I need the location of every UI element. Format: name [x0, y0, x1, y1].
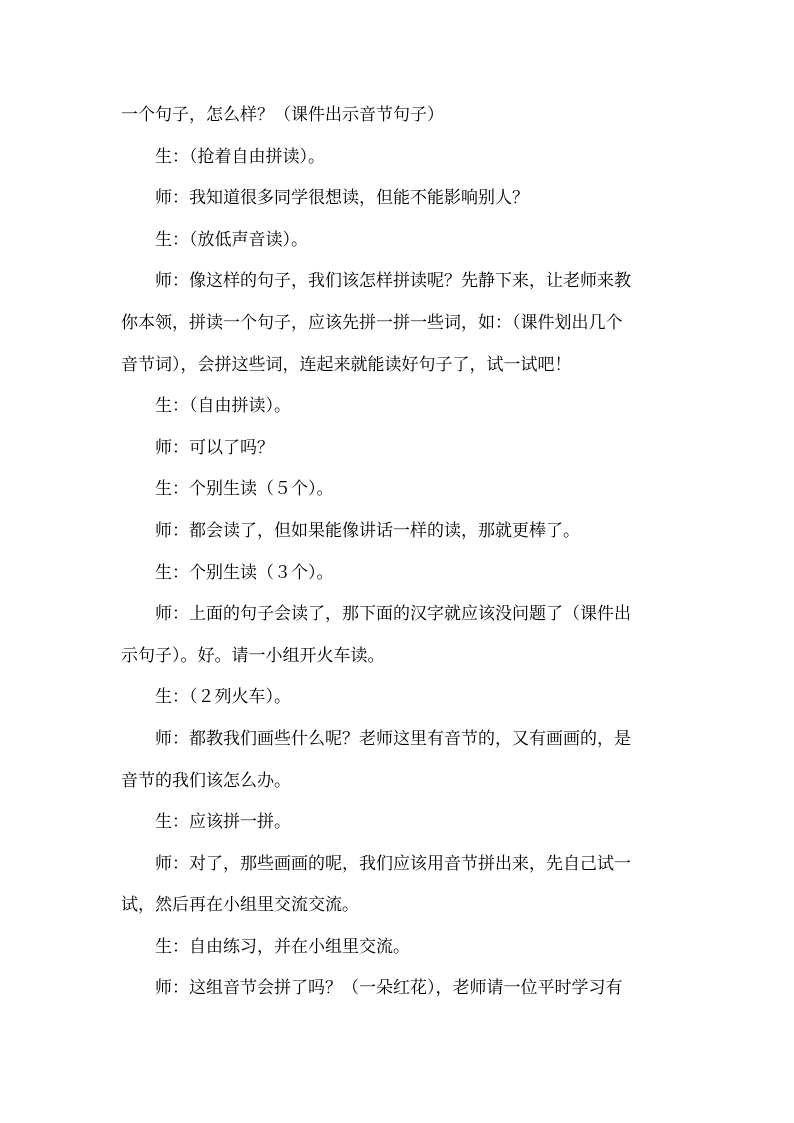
text-line-15: 生：（２列火车）。 [155, 687, 291, 708]
text-line-14: 示句子）。好。请一小组开火车读。 [121, 645, 385, 666]
document-body [121, 100, 681, 1015]
text-line-16: 师：都教我们画些什么呢？老师这里有音节的，又有画画的，是 [155, 728, 631, 749]
text-line-12: 生：个别生读（３个）。 [155, 562, 334, 583]
text-line-1: 一个句子，怎么样？（课件出示音节句子） [121, 105, 444, 125]
text-line-20: 试，然后再在小组里交流交流。 [121, 895, 359, 916]
text-line-2: 生：（抢着自由拼读）。 [155, 146, 325, 167]
text-line-3: 师：我知道很多同学很想读，但能不能影响别人？ [155, 188, 529, 209]
text-line-19: 师：对了，那些画画的呢，我们应该用音节拼出来，先自己试一 [155, 853, 631, 874]
text-line-21: 生：自由练习，并在小组里交流。 [155, 936, 410, 957]
text-line-17: 音节的我们该怎么办。 [121, 770, 291, 791]
text-line-5: 师：像这样的句子，我们该怎样拼读呢？先静下来，让老师来教 [155, 271, 631, 292]
text-line-10: 生：个别生读（５个）。 [155, 479, 334, 500]
text-line-7: 音节词），会拼这些词，连起来就能读好句子了，试一试吧！ [121, 354, 572, 375]
text-line-8: 生：（自由拼读）。 [155, 396, 291, 417]
text-line-18: 生：应该拼一拼。 [155, 812, 291, 833]
text-line-11: 师：都会读了，但如果能像讲话一样的读，那就更棒了。 [155, 520, 580, 541]
text-line-9: 师：可以了吗？ [155, 437, 274, 458]
text-line-4: 生：（放低声音读）。 [155, 229, 308, 250]
text-line-22: 师：这组音节会拼了吗？（一朵红花），老师请一位平时学习有 [155, 978, 623, 999]
text-line-6: 你本领，拼读一个句子，应该先拼一拼一些词，如：（课件划出几个 [121, 312, 623, 333]
text-line-13: 师：上面的句子会读了，那下面的汉字就应该没问题了（课件出 [155, 604, 631, 625]
